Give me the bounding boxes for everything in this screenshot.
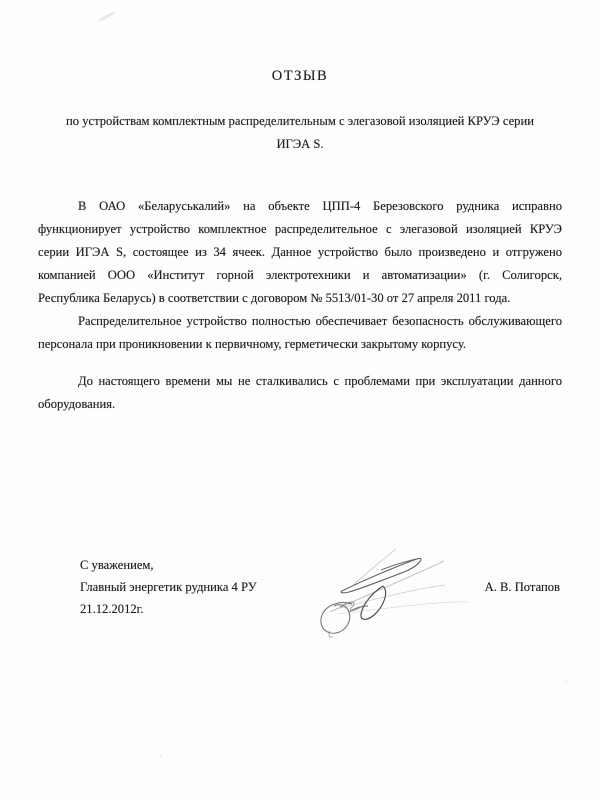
signer-position-line: Главный энергетик рудника 4 РУ bbox=[80, 580, 257, 594]
scan-smudge bbox=[97, 10, 116, 22]
text-line: До настоящего времени мы не сталкивались с проблемами при эксплуатации данного bbox=[78, 374, 562, 388]
text-line: Распределительное устройство полностью обеспечивает безопасность обслуживающего bbox=[78, 314, 562, 328]
text-line: функционирует устройство комплектное распределительное с элегазовой изоляцией КРУЭ bbox=[38, 222, 562, 236]
document-title: ОТЗЫВ bbox=[271, 68, 329, 84]
salutation-line: С уважением, bbox=[80, 558, 154, 572]
scan-speck bbox=[160, 755, 162, 757]
closing-block bbox=[80, 554, 257, 620]
text-line: В ОАО «Беларуськалий» на объекте ЦПП-4 Березовского рудника исправно bbox=[78, 199, 562, 213]
text-line: Республика Беларусь) в соответствии с договором № 5513/01-30 от 27 апреля 2011 года. bbox=[38, 291, 511, 305]
paragraph bbox=[38, 195, 562, 310]
body-text bbox=[38, 195, 562, 416]
text-line: персонала при проникновении к первичному, герметически закрытому корпусу. bbox=[38, 337, 467, 351]
text-line: серии ИГЭА S, состоящее из 34 ячеек. Данное устройство было произведено и отгружено bbox=[38, 245, 562, 259]
paragraph bbox=[38, 370, 562, 416]
text-line: компанией ООО «Институт горной электротехники и автоматизации» (г. Солигорск, bbox=[38, 268, 562, 282]
date-line: 21.12.2012г. bbox=[80, 602, 144, 616]
document-subtitle bbox=[20, 110, 580, 156]
subtitle-line: ИГЭА S. bbox=[276, 137, 324, 151]
signer-name: А. В. Потапов bbox=[484, 580, 560, 594]
handwritten-signature-icon bbox=[300, 545, 470, 645]
text-line: оборудования. bbox=[38, 397, 116, 411]
scan-speck bbox=[565, 680, 567, 682]
paragraph bbox=[38, 310, 562, 356]
subtitle-line: по устройствам комплектным распределительным с элегазовой изоляцией КРУЭ серии bbox=[66, 114, 534, 128]
